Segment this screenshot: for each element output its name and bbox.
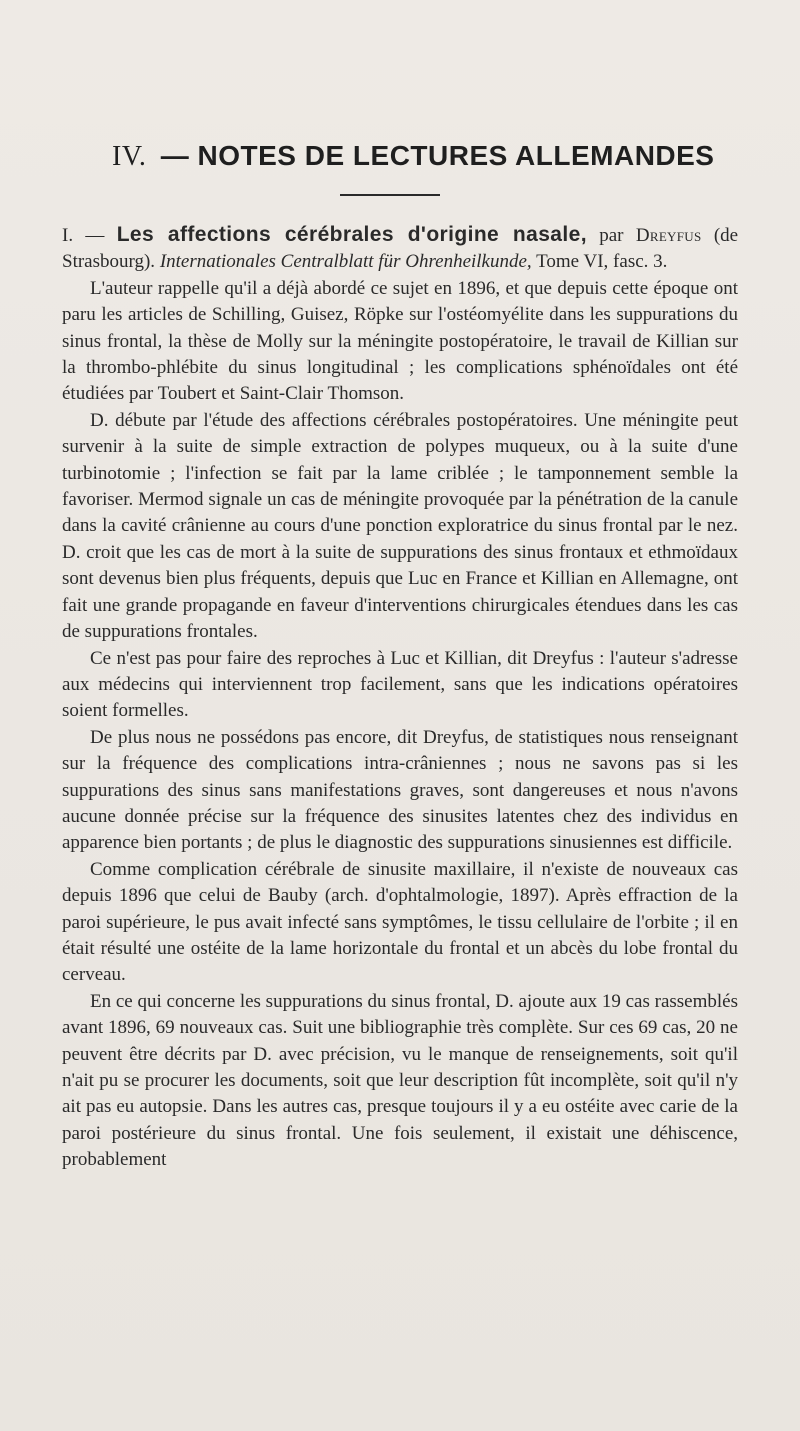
paragraph-4: De plus nous ne possédons pas encore, dit Dreyfus, de statistiques nous renseignant sur la fréquence des complications intra-crâniennes ; nous ne savons pas si les suppurations des sinus sans manifestations graves, sont dangereuses et nous n'avons aucune donnée précise sur la fréquence des sinusites latentes chez des individus en apparence bien portants ; de plus le diagnostic des suppurations sinusiennes est difficile.: [62, 726, 738, 854]
article-author: Dreyfus: [635, 225, 702, 246]
article-body: [62, 222, 738, 1174]
paragraph-5: Comme complication cérébrale de sinusite maxillaire, il n'existe de nouveaux cas depuis 1896 que celui de Bauby (arch. d'ophtalmologie, 1897). Après effraction de la paroi supérieure, le pus avait infecté sans symptômes, le tissu cellulaire de l'orbite ; il en était résulté une ostéite de la lame horizontale du frontal et un abcès du lobe frontal du cerveau.: [62, 858, 738, 986]
article-affiliation: (de Strasbourg).: [62, 225, 739, 273]
article-heading: [62, 222, 738, 276]
section-numeral: IV.: [112, 141, 147, 172]
paragraph-2: D. débute par l'étude des affections cérébrales postopératoires. Une méningite peut survenir à la suite de simple extraction de polypes muqueux, ou à la suite d'une turbinotomie ; l'infection se fait par la lame criblée ; le tamponnement semble la favoriser. Mermod signale un cas de méningite provoquée par la pénétration de la canule dans la cavité crânienne au cours d'une ponction exploratrice du sinus frontal par le nez. D. croit que les cas de mort à la suite de suppurations des sinus frontaux et ethmoïdaux sont devenus bien plus fréquents, depuis que Luc en France et Killian en Allemagne, ont fait une grande propagande en faveur d'interventions chirurgicales étendues dans les cas de suppurations frontales.: [62, 409, 738, 643]
section-title-text: — NOTES DE LECTURES ALLEMANDES: [160, 140, 715, 171]
paragraph-3: Ce n'est pas pour faire des reproches à Luc et Killian, dit Dreyfus : l'auteur s'adresse aux médecins qui interviennent trop facilement, sans que les indications opératoires soient formelles.: [62, 647, 738, 722]
article-by: par: [599, 225, 624, 246]
paragraph-6: En ce qui concerne les suppurations du sinus frontal, D. ajoute aux 19 cas rassemblés avant 1896, 69 nouveaux cas. Suit une bibliographie très complète. Sur ces 69 cas, 20 ne peuvent être décrits par D. avec précision, vu le manque de renseignements, soit qu'il n'ait pu se procurer les documents, soit que leur description fût incomplète, soit qu'il n'y ait pas eu autopsie. Dans les autres cas, presque toujours il y a eu ostéite avec carie de la paroi postérieure du sinus frontal. Une fois seulement, il existait une déhiscence, probablement: [62, 990, 738, 1171]
article-journal: Internationales Centralblatt für Ohrenheilkunde,: [159, 251, 532, 273]
article-volume: Tome VI, fasc. 3.: [536, 251, 668, 273]
paragraph-1: L'auteur rappelle qu'il a déjà abordé ce sujet en 1896, et que depuis cette époque ont paru les articles de Schilling, Guisez, Röpke sur l'ostéomyélite dans les suppurations du sinus frontal, la thèse de Molly sur la méningite postopératoire, le travail de Killian sur la thrombo-phlébite du sinus longitudinal ; les complications sphénoïdales ont été étudiées par Toubert et Saint-Clair Thomson.: [62, 277, 738, 405]
article-number: I. —: [62, 225, 105, 246]
title-divider: [340, 194, 440, 196]
section-title: [112, 140, 732, 173]
article-title: Les affections cérébrales d'origine nasale,: [116, 223, 587, 246]
